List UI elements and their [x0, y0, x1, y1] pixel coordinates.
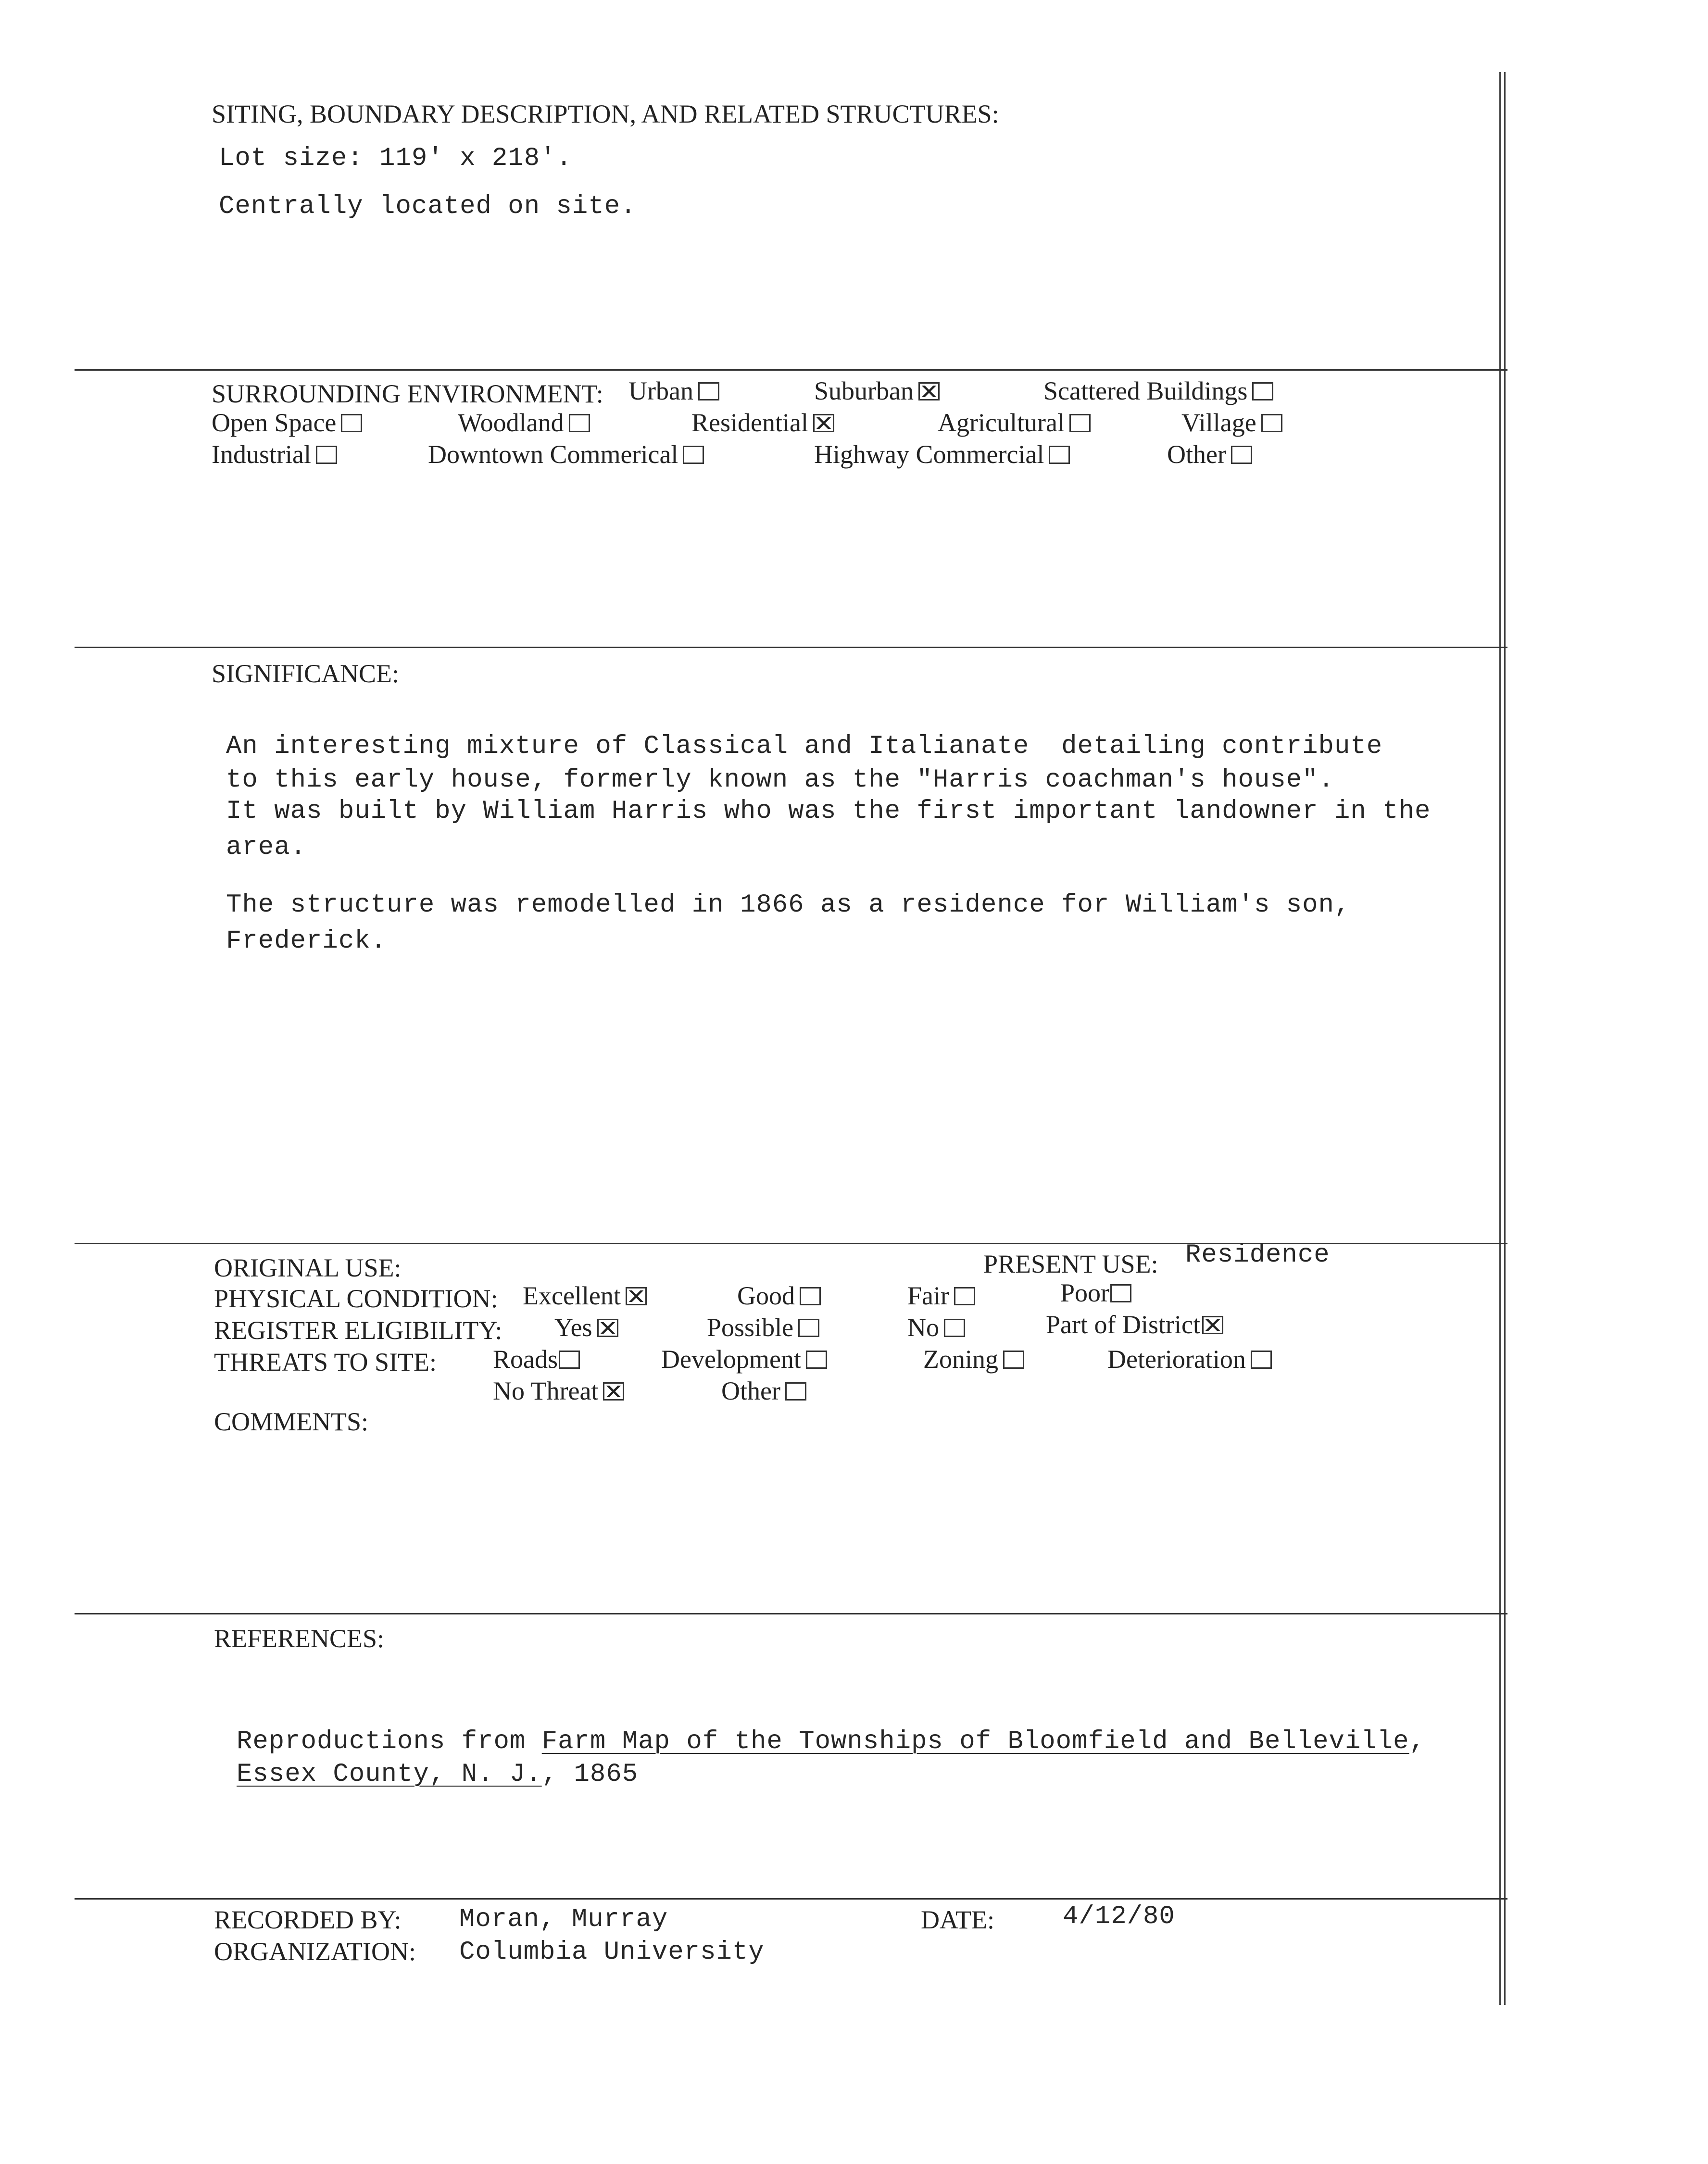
divider-5 [75, 1898, 1507, 1900]
env-option-scattered-buildings[interactable] [1043, 375, 1273, 407]
eligibility-option-label: Part of District [1046, 1310, 1200, 1339]
eligibility-option-part-of-district[interactable] [1046, 1309, 1223, 1340]
reference-map-title: Farm Map of the Townships of Bloomfield and Belleville [541, 1727, 1409, 1756]
condition-option-label: Good [737, 1281, 795, 1310]
organization-value: Columbia University [459, 1938, 765, 1967]
condition-option-label: Poor [1060, 1278, 1110, 1307]
present-use-label: PRESENT USE: [983, 1250, 1158, 1278]
threat-option-other[interactable] [721, 1375, 806, 1407]
threat-option-no-threat[interactable] [493, 1375, 624, 1407]
eligibility-option-no[interactable] [907, 1312, 965, 1343]
env-option-agricultural[interactable] [938, 407, 1091, 438]
env-option-woodland[interactable] [458, 407, 590, 438]
env-option-village[interactable] [1181, 407, 1282, 438]
env-option-label: Woodland [458, 408, 564, 437]
threat-option-label: No Threat [493, 1376, 599, 1405]
threat-option-label: Other [721, 1376, 780, 1405]
eligibility-option-yes[interactable] [554, 1312, 618, 1343]
condition-option-poor[interactable] [1060, 1277, 1131, 1309]
checkbox-possible[interactable] [798, 1319, 819, 1337]
reference-comma: , [1409, 1727, 1425, 1756]
eligibility-option-possible[interactable] [707, 1312, 819, 1343]
threat-option-roads[interactable] [493, 1343, 580, 1375]
reference-prefix: Reproductions from [237, 1727, 542, 1756]
env-option-other[interactable] [1167, 438, 1252, 470]
env-option-label: Residential [691, 408, 808, 437]
env-option-label: Village [1181, 408, 1256, 437]
recorded-by-label: RECORDED BY: [214, 1905, 402, 1934]
checkbox-no-threat[interactable] [603, 1382, 624, 1401]
checkbox-industrial[interactable] [316, 446, 337, 464]
divider-4 [75, 1613, 1507, 1614]
condition-option-label: Fair [907, 1281, 949, 1310]
physical-condition-label: PHYSICAL CONDITION: [214, 1284, 498, 1313]
env-option-label: Other [1167, 440, 1226, 469]
env-option-suburban[interactable] [814, 375, 940, 407]
checkbox-good[interactable] [800, 1287, 821, 1305]
checkbox-no[interactable] [944, 1319, 965, 1337]
condition-option-excellent[interactable] [523, 1280, 647, 1312]
checkbox-downtown-commercial[interactable] [683, 446, 704, 464]
checkbox-fair[interactable] [954, 1287, 975, 1305]
organization-label: ORGANIZATION: [214, 1937, 416, 1966]
env-option-label: Scattered Buildings [1043, 376, 1248, 405]
references-heading: REFERENCES: [214, 1624, 385, 1653]
reference-year: , 1865 [541, 1760, 639, 1789]
checkbox-highway-commercial[interactable] [1049, 446, 1070, 464]
checkbox-env-other[interactable] [1231, 446, 1252, 464]
env-option-label: Industrial [212, 440, 311, 469]
significance-line: to this early house, formerly known as the "Harris coachman's house". [226, 765, 1334, 795]
env-option-label: Downtown Commerical [428, 440, 678, 469]
checkbox-village[interactable] [1261, 414, 1282, 432]
condition-option-fair[interactable] [907, 1280, 975, 1312]
checkbox-residential[interactable] [813, 414, 834, 432]
threat-option-zoning[interactable] [923, 1343, 1024, 1375]
significance-line: The structure was remodelled in 1866 as a residence for William's son, [226, 890, 1351, 920]
environment-heading: SURROUNDING ENVIRONMENT: [212, 379, 603, 408]
checkbox-poor[interactable] [1110, 1284, 1131, 1302]
eligibility-option-label: Yes [554, 1313, 592, 1342]
env-option-label: Suburban [814, 376, 914, 405]
threat-option-deterioration[interactable] [1107, 1343, 1272, 1375]
significance-line: Frederick. [226, 926, 387, 956]
reference-county: Essex County, N. J. [237, 1760, 542, 1789]
checkbox-woodland[interactable] [569, 414, 590, 432]
significance-line: An interesting mixture of Classical and Italianate detailing contribute [226, 732, 1383, 761]
divider-2 [75, 647, 1507, 648]
register-eligibility-label: REGISTER ELIGIBILITY: [214, 1316, 502, 1345]
env-option-label: Urban [628, 376, 693, 405]
env-option-open-space[interactable] [212, 407, 362, 438]
recorded-by-value: Moran, Murray [459, 1905, 668, 1934]
eligibility-option-label: No [907, 1313, 939, 1342]
siting-heading: SITING, BOUNDARY DESCRIPTION, AND RELATED STRUCTURES: [212, 100, 999, 128]
threat-option-label: Zoning [923, 1345, 998, 1374]
significance-line: area. [226, 833, 307, 862]
significance-heading: SIGNIFICANCE: [212, 659, 400, 688]
divider-1 [75, 369, 1507, 371]
checkbox-urban[interactable] [698, 382, 719, 400]
checkbox-deterioration[interactable] [1251, 1351, 1272, 1369]
condition-option-good[interactable] [737, 1280, 821, 1312]
reference-line-2 [237, 1758, 638, 1791]
env-option-residential[interactable] [691, 407, 834, 438]
eligibility-option-label: Possible [707, 1313, 794, 1342]
env-option-highway-commercial[interactable] [814, 438, 1070, 470]
checkbox-part-of-district[interactable] [1202, 1316, 1223, 1334]
threat-option-label: Deterioration [1107, 1345, 1246, 1374]
env-option-label: Open Space [212, 408, 337, 437]
date-value: 4/12/80 [1063, 1902, 1175, 1931]
comments-label: COMMENTS: [214, 1407, 369, 1436]
page-border-right-outer [1504, 72, 1506, 2005]
checkbox-open-space[interactable] [341, 414, 362, 432]
env-option-label: Agricultural [938, 408, 1065, 437]
original-use-label: ORIGINAL USE: [214, 1253, 402, 1282]
reference-line-1 [237, 1725, 1425, 1759]
site-location: Centrally located on site. [219, 192, 637, 221]
env-option-urban[interactable] [628, 375, 719, 407]
threat-option-label: Roads [493, 1345, 558, 1374]
env-option-industrial[interactable] [212, 438, 337, 470]
checkbox-scattered-buildings[interactable] [1252, 382, 1273, 400]
threat-option-label: Development [661, 1345, 801, 1374]
threat-option-development[interactable] [661, 1343, 827, 1375]
env-option-label: Highway Commercial [814, 440, 1044, 469]
checkbox-excellent[interactable] [626, 1287, 647, 1305]
lot-size: Lot size: 119' x 218'. [219, 144, 572, 173]
checkbox-suburban[interactable] [918, 382, 940, 400]
present-use-value: Residence [1185, 1240, 1330, 1270]
threats-label: THREATS TO SITE: [214, 1348, 437, 1376]
checkbox-agricultural[interactable] [1069, 414, 1091, 432]
page-border-right-inner [1499, 72, 1501, 2005]
checkbox-development[interactable] [806, 1351, 827, 1369]
significance-line: It was built by William Harris who was the first important landowner in the [226, 797, 1431, 826]
checkbox-zoning[interactable] [1003, 1351, 1024, 1369]
date-label: DATE: [921, 1905, 994, 1934]
env-option-downtown-commercial[interactable] [428, 438, 704, 470]
checkbox-threat-other[interactable] [785, 1382, 806, 1401]
condition-option-label: Excellent [523, 1281, 621, 1310]
checkbox-roads[interactable] [559, 1351, 580, 1369]
checkbox-yes[interactable] [597, 1319, 618, 1337]
